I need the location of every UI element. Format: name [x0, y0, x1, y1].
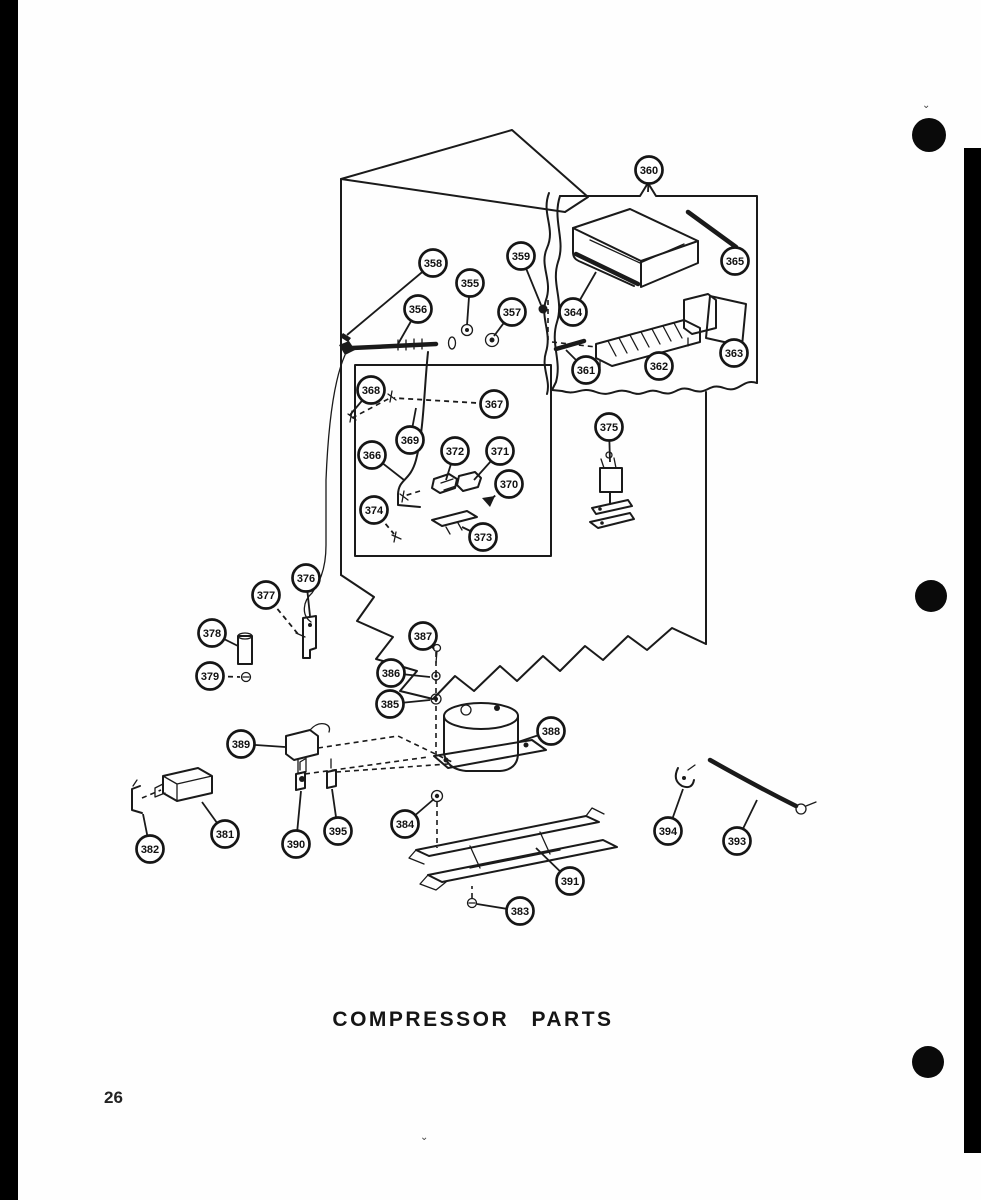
- callout-390: [283, 831, 310, 858]
- small-bracket: [296, 616, 316, 658]
- callout-375: [596, 414, 623, 441]
- callout-358: [420, 250, 447, 277]
- svg-text:370: 370: [499, 479, 519, 491]
- callout-363: [721, 340, 748, 367]
- svg-text:376: 376: [296, 573, 316, 585]
- callouts-layer: [137, 157, 758, 925]
- svg-text:373: 373: [473, 532, 493, 544]
- callout-377: [253, 582, 280, 609]
- svg-text:386: 386: [381, 668, 401, 680]
- callout-357: [499, 299, 526, 326]
- svg-text:377: 377: [256, 590, 276, 602]
- clamp-and-drain-tube: [676, 760, 816, 814]
- callout-367: [481, 391, 508, 418]
- svg-text:388: 388: [541, 726, 561, 738]
- svg-text:387: 387: [413, 631, 433, 643]
- callout-366: [359, 442, 386, 469]
- callout-382: [137, 836, 164, 863]
- svg-text:383: 383: [510, 906, 530, 918]
- svg-text:368: 368: [361, 385, 381, 397]
- callout-364: [560, 299, 587, 326]
- callout-387: [410, 623, 437, 650]
- callout-356: [405, 296, 432, 323]
- callout-355: [457, 270, 484, 297]
- svg-text:357: 357: [502, 307, 522, 319]
- svg-text:371: 371: [490, 446, 510, 458]
- svg-text:379: 379: [200, 671, 220, 683]
- callout-393: [724, 828, 751, 855]
- cover-panel: [706, 296, 746, 346]
- callout-381: [212, 821, 239, 848]
- svg-text:358: 358: [423, 258, 443, 270]
- svg-text:363: 363: [724, 348, 744, 360]
- svg-text:385: 385: [380, 699, 400, 711]
- svg-text:393: 393: [727, 836, 747, 848]
- svg-text:361: 361: [576, 365, 596, 377]
- svg-text:366: 366: [362, 450, 382, 462]
- svg-text:389: 389: [231, 739, 251, 751]
- callout-370: [496, 471, 523, 498]
- svg-text:372: 372: [445, 446, 465, 458]
- callout-386: [378, 660, 405, 687]
- mounting-plate: [392, 511, 477, 542]
- svg-text:375: 375: [599, 422, 619, 434]
- callout-361: [573, 357, 600, 384]
- callout-389: [228, 731, 255, 758]
- svg-text:360: 360: [639, 165, 659, 177]
- svg-text:391: 391: [560, 876, 580, 888]
- callout-372: [442, 438, 469, 465]
- water-valve: [590, 452, 634, 528]
- callout-395: [325, 818, 352, 845]
- svg-text:394: 394: [658, 826, 678, 838]
- svg-text:362: 362: [649, 361, 669, 373]
- svg-text:365: 365: [725, 256, 745, 268]
- svg-text:364: 364: [563, 307, 583, 319]
- svg-text:381: 381: [215, 829, 235, 841]
- callout-374: [361, 497, 388, 524]
- spacer-and-screw: [238, 633, 252, 682]
- svg-text:369: 369: [400, 435, 420, 447]
- page-number: 26: [104, 1088, 123, 1107]
- callout-384: [392, 811, 419, 838]
- ice-bucket: [573, 209, 698, 287]
- relay: [286, 724, 452, 782]
- svg-text:367: 367: [484, 399, 504, 411]
- svg-text:384: 384: [395, 819, 415, 831]
- compressor-bolt-stack: [431, 645, 441, 759]
- leader-line-367: [394, 398, 494, 404]
- callout-378: [199, 620, 226, 647]
- svg-text:382: 382: [140, 844, 160, 856]
- callout-373: [470, 524, 497, 551]
- cabinet-outline: [341, 130, 706, 699]
- mount-grommets: [296, 757, 448, 848]
- svg-text:378: 378: [202, 628, 222, 640]
- base-rails: [409, 808, 617, 908]
- scan-artifact: ⌄: [922, 100, 931, 111]
- callout-371: [487, 438, 514, 465]
- callout-385: [377, 691, 404, 718]
- callout-391: [557, 868, 584, 895]
- callout-383: [507, 898, 534, 925]
- scan-artifact: ⌄: [420, 1132, 429, 1143]
- callout-379: [197, 663, 224, 690]
- svg-text:395: 395: [328, 826, 348, 838]
- callout-394: [655, 818, 682, 845]
- callout-359: [508, 243, 535, 270]
- svg-text:355: 355: [460, 278, 480, 290]
- callout-369: [397, 427, 424, 454]
- callout-388: [538, 718, 565, 745]
- svg-text:356: 356: [408, 304, 428, 316]
- callout-362: [646, 353, 673, 380]
- svg-text:374: 374: [364, 505, 384, 517]
- svg-text:390: 390: [286, 839, 306, 851]
- callout-360: [636, 157, 663, 184]
- callout-368: [358, 377, 385, 404]
- page-title: COMPRESSOR PARTS: [332, 1008, 614, 1031]
- svg-text:359: 359: [511, 251, 531, 263]
- callout-376: [293, 565, 320, 592]
- mount-bracket: [132, 768, 212, 813]
- callout-365: [722, 248, 749, 275]
